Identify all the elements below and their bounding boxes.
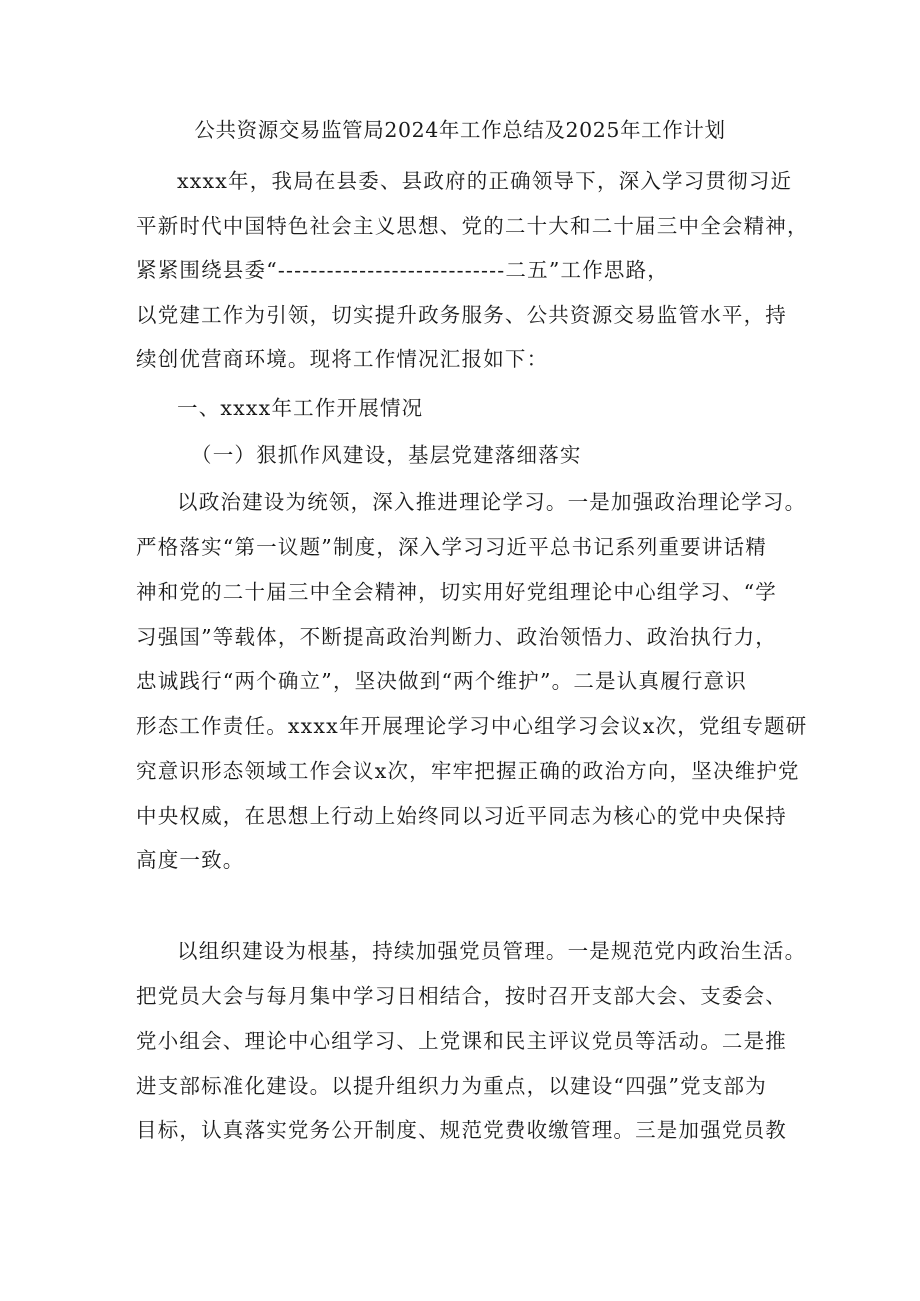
paragraph-line: 进支部标准化建设。以提升组织力为重点，以建设“四强”党支部为 [136,1074,767,1098]
paragraph-line: 以组织建设为根基，持续加强党员管理。一是规范党内政治生活。 [177,939,807,963]
document-title: 公共资源交易监管局2024年工作总结及2025年工作计划 [194,118,726,142]
intro-line: xxxx年，我局在县委、县政府的正确领导下，深入学习贯彻习近 [177,169,793,193]
paragraph-line: 目标，认真落实党务公开制度、规范党费收缴管理。三是加强党员教 [136,1118,787,1142]
subsection-heading: （一）狠抓作风建设，基层党建落细落实 [191,443,582,467]
paragraph-line: 中央权威，在思想上行动上始终同以习近平同志为核心的党中央保持 [136,804,787,828]
paragraph-line: 严格落实“第一议题”制度，深入学习习近平总书记系列重要讲话精 [136,535,767,559]
paragraph-line: 形态工作责任。xxxx年开展理论学习中心组学习会议x次，党组专题研 [136,714,808,738]
paragraph-line: 以政治建设为统领，深入推进理论学习。一是加强政治理论学习。 [177,490,807,514]
paragraph-line: 党小组会、理论中心组学习、上党课和民主评议党员等活动。二是推 [136,1029,787,1053]
paragraph-line: 究意识形态领域工作会议x次，牢牢把握正确的政治方向，坚决维护党 [136,759,800,783]
intro-line: 以党建工作为引领，切实提升政务服务、公共资源交易监管水平，持 [136,303,787,327]
paragraph-line: 高度一致。 [136,848,245,872]
intro-line: 平新时代中国特色社会主义思想、党的二十大和二十届三中全会精神， [136,214,809,238]
section-heading: 一、xxxx年工作开展情况 [177,396,424,420]
paragraph-line: 神和党的二十届三中全会精神，切实用好党组理论中心组学习、“学 [136,580,777,604]
paragraph-line: 习强国”等载体，不断提高政治判断力、政治领悟力、政治执行力， [136,625,777,649]
intro-line: 续创优营商环境。现将工作情况汇报如下： [136,347,549,371]
paragraph-line: 把党员大会与每月集中学习日相结合，按时召开支部大会、支委会、 [136,984,787,1008]
paragraph-line: 忠诚践行“两个确立”，坚决做到“两个维护”。二是认真履行意识 [136,669,747,693]
intro-line: 紧紧围绕县委“----------------------------二五”工作思路， [136,258,670,282]
